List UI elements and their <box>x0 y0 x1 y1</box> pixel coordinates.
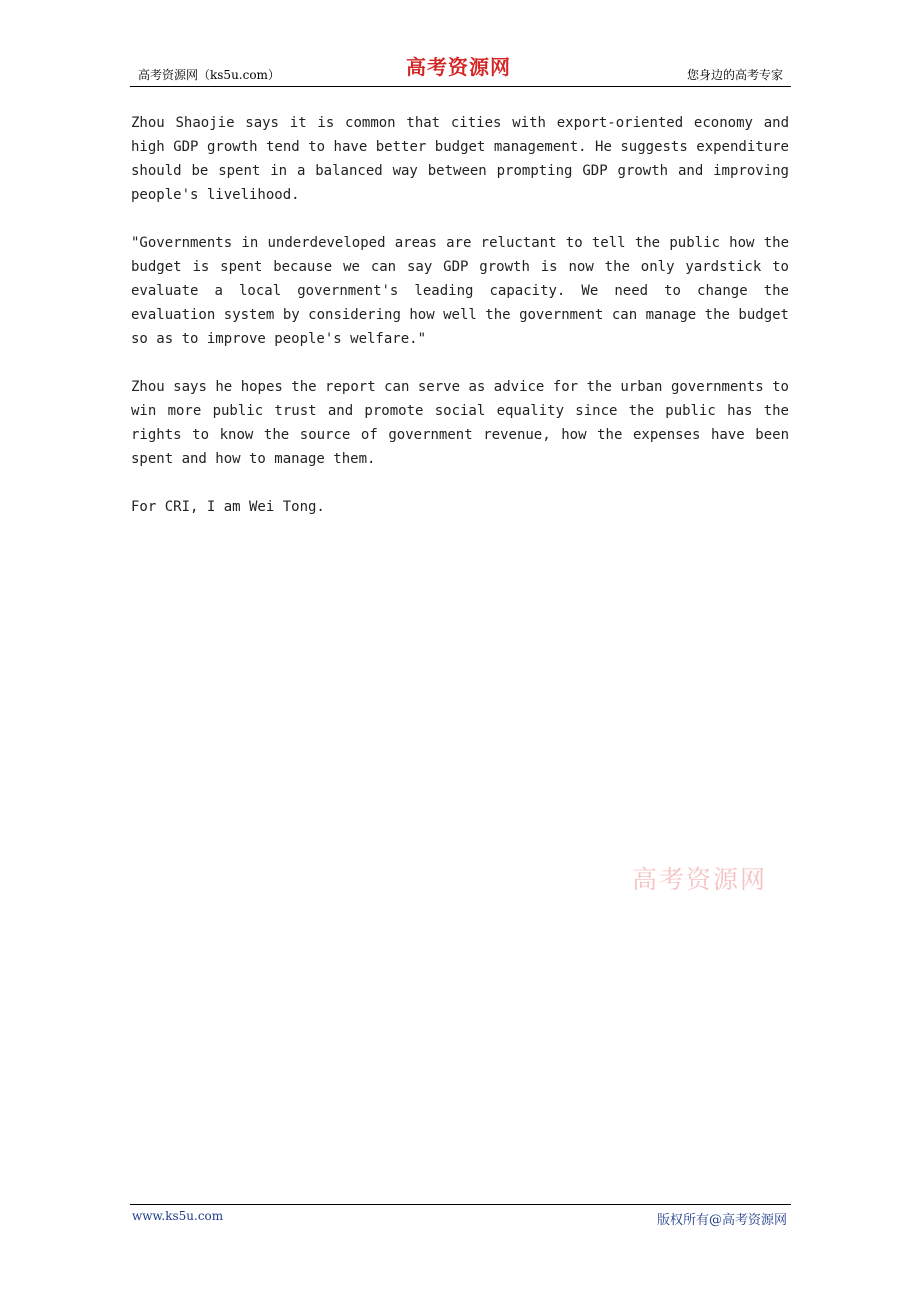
watermark-logo: 高考资源网 <box>632 865 768 894</box>
header-site-name: 高考资源网（ks5u.com） <box>138 68 280 82</box>
footer-website-link[interactable]: www.ks5u.com <box>132 1209 224 1223</box>
paragraph-3: Zhou says he hopes the report can serve as advice for the urban governments to win more public trust and promote social equality since the public has the rights to know the source of government revenue, how the expenses have been spent and how to manage them. <box>131 379 789 467</box>
page-header <box>130 50 791 87</box>
page-footer <box>130 1204 791 1228</box>
header-logo: 高考资源网 <box>406 55 511 79</box>
footer-copyright: 版权所有@高考资源网 <box>656 1213 787 1228</box>
header-tagline: 您身边的高考专家 <box>686 68 783 82</box>
paragraph-1: Zhou Shaojie says it is common that cities with export-oriented economy and high GDP growth tend to have better budget management. He suggests expenditure should be spent in a balanced way between prompting GDP growth and improving people's livelihood. <box>131 115 789 203</box>
paragraph-4: For CRI, I am Wei Tong. <box>131 499 325 515</box>
article-body <box>131 111 789 543</box>
paragraph-2: "Governments in underdeveloped areas are reluctant to tell the public how the budget is spent because we can say GDP growth is now the only yardstick to evaluate a local government's leading capacity. We need to change the evaluation system by considering how well the government can manage the budget so as to improve people's welfare." <box>131 235 789 347</box>
